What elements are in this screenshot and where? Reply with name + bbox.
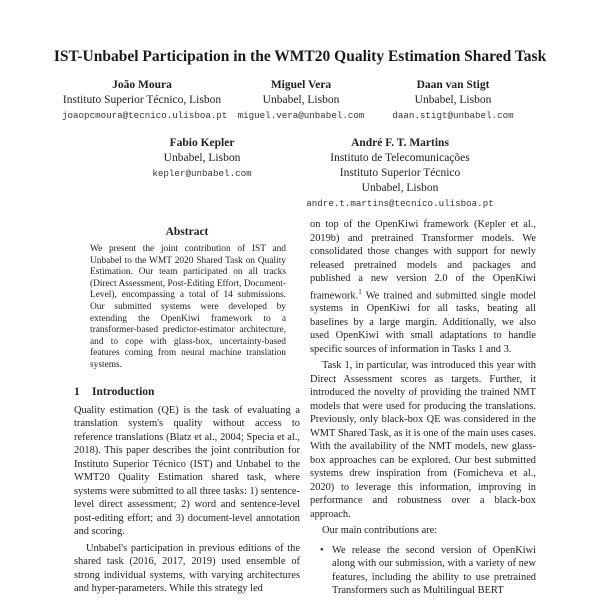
paragraph: Our main contributions are: (322, 525, 438, 537)
author-affiliation: Unbabel, Lisbon (361, 182, 439, 194)
paragraph (310, 218, 536, 356)
contributions-list (310, 544, 536, 598)
abstract-heading: Abstract (165, 226, 209, 238)
author-affiliation: Unbabel, Lisbon (414, 94, 492, 106)
paper-title: IST-Unbabel Participation in the WMT20 Quality Estimation Shared Task (53, 48, 547, 65)
abstract-text: We present the joint contribution of IST and Unbabel to the WMT 2020 Shared Task on Quality Estimation. Our team participated on all tracks (Direct Assessment, Post-Editing Effort, Document-Level), encompassing a total of 14 submissions. Our submitted systems were developed by extending the OpenKiwi framework to a transformer-based predictor-estimator architecture, and to cope with glass-box, uncertainty-based features coming from neural machine translation systems. (90, 244, 286, 370)
section-heading (74, 386, 300, 398)
paragraph: Task 1, in particular, was introduced this year with Direct Assessment scores as targets. Further, it introduced the novelty of providing the trained NMT models that were used for producing the translations. Previously, only black-box QE was considered in the WMT Shared Task, as it is one of the main uses cases. With the availability of the NMT models, new glass-box approaches can be explored. Our best submitted systems drew inspiration from (Fomicheva et al., 2020) to leverage this information, improving in performance and robustness over a black-box approach. (310, 360, 536, 520)
author-email[interactable]: daan.stigt@unbabel.com (392, 110, 514, 121)
author-name: Fabio Kepler (169, 137, 235, 149)
bullet-icon: • (320, 544, 324, 556)
author-affiliation: Instituto Superior Técnico (339, 167, 461, 179)
left-column (74, 222, 300, 596)
author-affiliation: Unbabel, Lisbon (262, 94, 340, 106)
author-name: Miguel Vera (270, 79, 332, 91)
paragraph: Quality estimation (QE) is the task of evaluating a translation system's quality without access to reference translations (Blatz et al., 2004; Specia et al., 2018). This paper describes the joint contribution for Instituto Superior Técnico (IST) and Unbabel to the WMT20 Quality Estimation shared task, where systems were submitted to all three tasks: 1) sentence-level direct assessment; 2) word and sentence-level post-editing effort; and 3) document-level annotation and scoring. (74, 404, 300, 538)
author-name: André F. T. Martins (351, 137, 449, 149)
author-affiliation: Instituto Superior Técnico, Lisbon (62, 94, 222, 106)
author-name: João Moura (112, 79, 172, 91)
footnote-marker[interactable]: 1 (358, 287, 362, 296)
author-block-3 (378, 78, 528, 123)
author-affiliation: Instituto de Telecomunicações (330, 152, 470, 164)
author-block-1 (62, 78, 228, 123)
author-email[interactable]: joaopcmoura@tecnico.ulisboa.pt (62, 110, 228, 121)
author-email[interactable]: miguel.vera@unbabel.com (237, 110, 365, 121)
paragraph-text: on top of the OpenKiwi framework (Kepler et al., 2019b) and pretrained Transformer models. We consolidated those changes with support for newly released pretrained models and packages and published a new version 2.0 of the OpenKiwi framework. (310, 219, 536, 301)
author-block-5 (300, 136, 500, 211)
paragraph-text: We trained and submitted single model systems in OpenKiwi for all tasks, beating all baselines by a large margin. Additionally, we also used OpenKiwi with small adaptations to handle specific sources of information in Tasks 1 and 3. (310, 289, 536, 355)
author-affiliation: Unbabel, Lisbon (163, 152, 241, 164)
author-block-2 (236, 78, 366, 123)
author-email[interactable]: kepler@unbabel.com (152, 168, 252, 179)
author-name: Daan van Stigt (416, 79, 490, 91)
paragraph: Unbabel's participation in previous editions of the shared task (2016, 2017, 2019) used ensemble of strong individual systems, with varying architectures and hyper-parameters. While this strategy led (74, 542, 300, 595)
list-item-text: We release the second version of OpenKiwi along with our submission, with a variety of new features, including the ability to use pretrained Transformers such as Multilingual BERT (332, 544, 536, 597)
section-title: Introduction (92, 385, 155, 398)
right-column (310, 218, 536, 598)
list-item (310, 544, 536, 598)
author-email[interactable]: andre.t.martins@tecnico.ulisboa.pt (306, 198, 494, 209)
author-block-4 (142, 136, 262, 181)
section-number: 1 (74, 385, 80, 398)
